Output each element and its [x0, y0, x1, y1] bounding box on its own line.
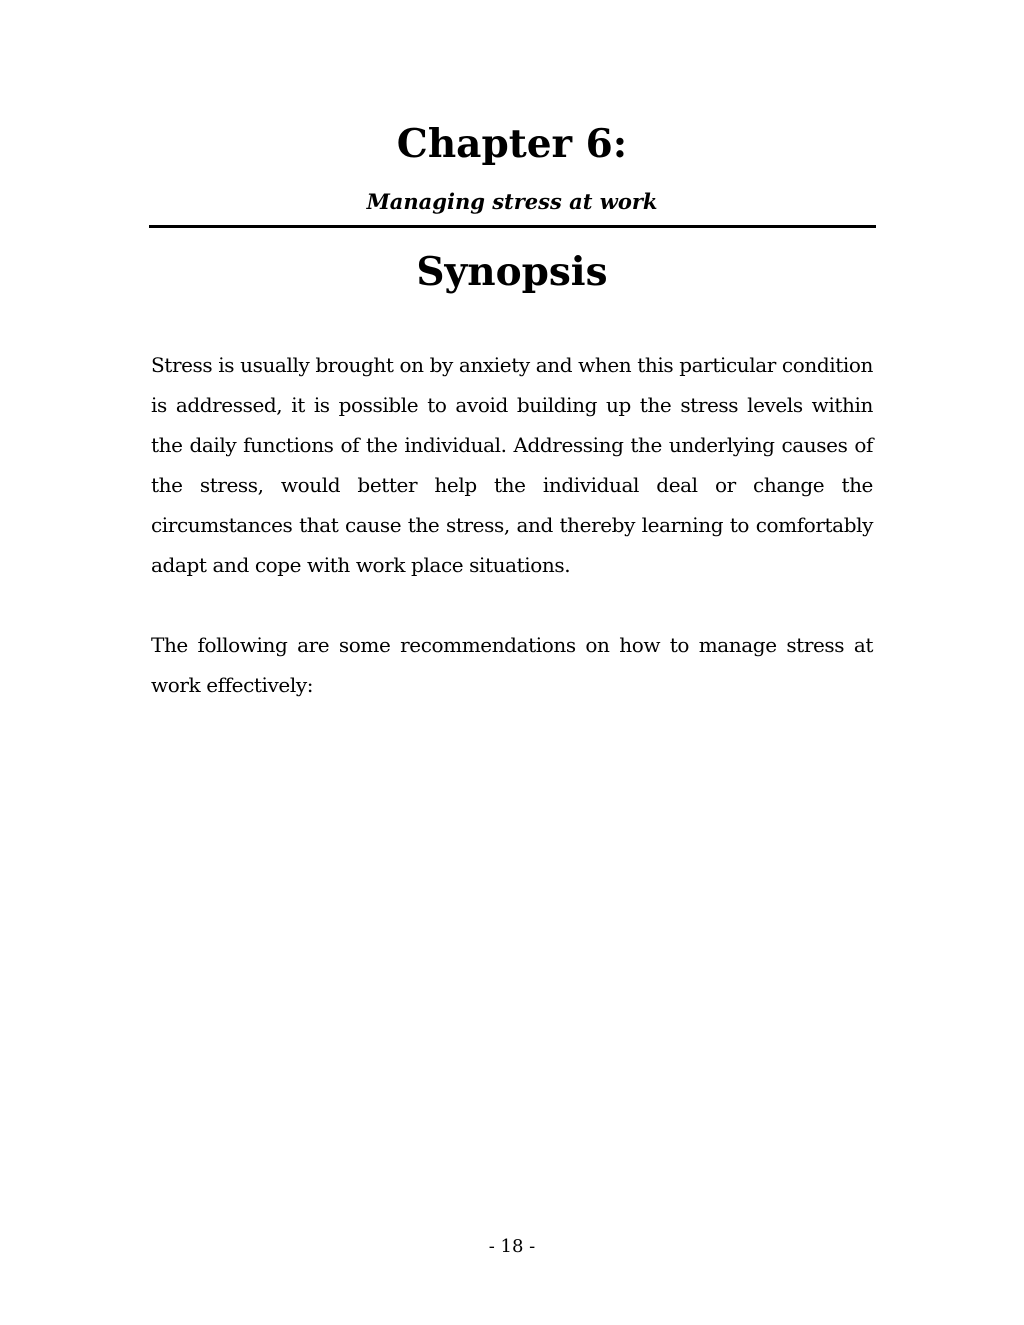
chapter-title: Chapter 6:: [396, 121, 628, 167]
heading-divider: [149, 225, 876, 228]
body-paragraph-2: The following are some recommendations on how to manage stress at work effectively:: [151, 633, 873, 697]
chapter-subtitle: Managing stress at work: [366, 189, 658, 214]
section-heading: Synopsis: [416, 249, 608, 295]
body-paragraph-1: Stress is usually brought on by anxiety and when this particular condition is addressed, it is possible to avoid building up the stress levels within the daily functions of the individual. Addressing the underlying causes of the stress, would better help the individual deal or change the circumstances that cause the stress, and thereby learning to comfortably adapt and cope with work place situations.: [151, 353, 873, 577]
page-number: - 18 -: [488, 1236, 536, 1257]
